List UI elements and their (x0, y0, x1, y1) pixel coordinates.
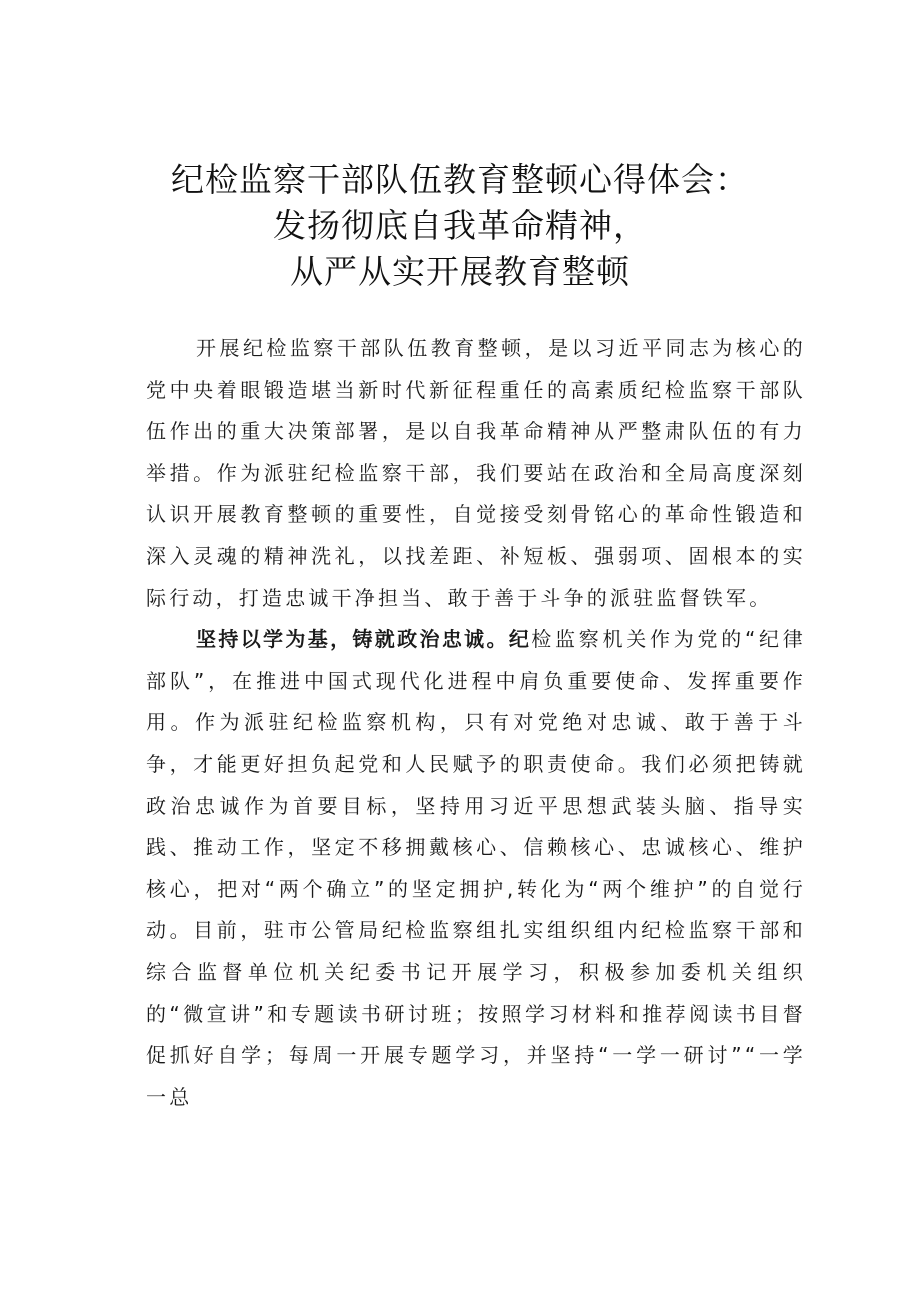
title-line-3: 从严从实开展教育整顿 (290, 252, 630, 291)
paragraph-2-bold-lead: 坚持以学为基，铸就政治忠诚。纪 (196, 627, 532, 652)
paragraph-2 (146, 619, 806, 1118)
paragraph-2-text: 检监察机关作为党的“纪律部队”，在推进中国式现代化进程中肩负重要使命、发挥重要作用。作为派驻纪检监察机构，只有对党绝对忠诚、敢于善于斗争，才能更好担负起党和人民赋予的职责使命。我们必须把铸就政治忠诚作为首要目标，坚持用习近平思想武装头脑、指导实践、推动工作，坚定不移拥戴核心、信赖核心、忠诚核心、维护核心，把对“两个确立”的坚定拥护,转化为“两个维护”的自觉行动。目前，驻市公管局纪检监察组扎实组织组内纪检监察干部和综合监督单位机关纪委书记开展学习，积极参加委机关组织的“微宣讲”和专题读书研讨班；按照学习材料和推荐阅读书目督促抓好自学；每周一开展专题学习，并坚持“一学一研讨”“一学一总 (146, 627, 807, 1109)
document-body (146, 328, 806, 1118)
paragraph-1 (146, 328, 806, 619)
title-line-1: 纪检监察干部队伍教育整顿心得体会： (171, 160, 749, 199)
document-title (120, 157, 800, 295)
title-line-2: 发扬彻底自我革命精神， (273, 206, 647, 245)
paragraph-1-text: 开展纪检监察干部队伍教育整顿，是以习近平同志为核心的党中央着眼锻造堪当新时代新征程重任的高素质纪检监察干部队伍作出的重大决策部署，是以自我革命精神从严整肃队伍的有力举措。作为派驻纪检监察干部，我们要站在政治和全局高度深刻认识开展教育整顿的重要性，自觉接受刻骨铭心的革命性锻造和深入灵魂的精神洗礼，以找差距、补短板、强弱项、固根本的实际行动，打造忠诚干净担当、敢于善于斗争的派驻监督铁军。 (146, 336, 806, 610)
